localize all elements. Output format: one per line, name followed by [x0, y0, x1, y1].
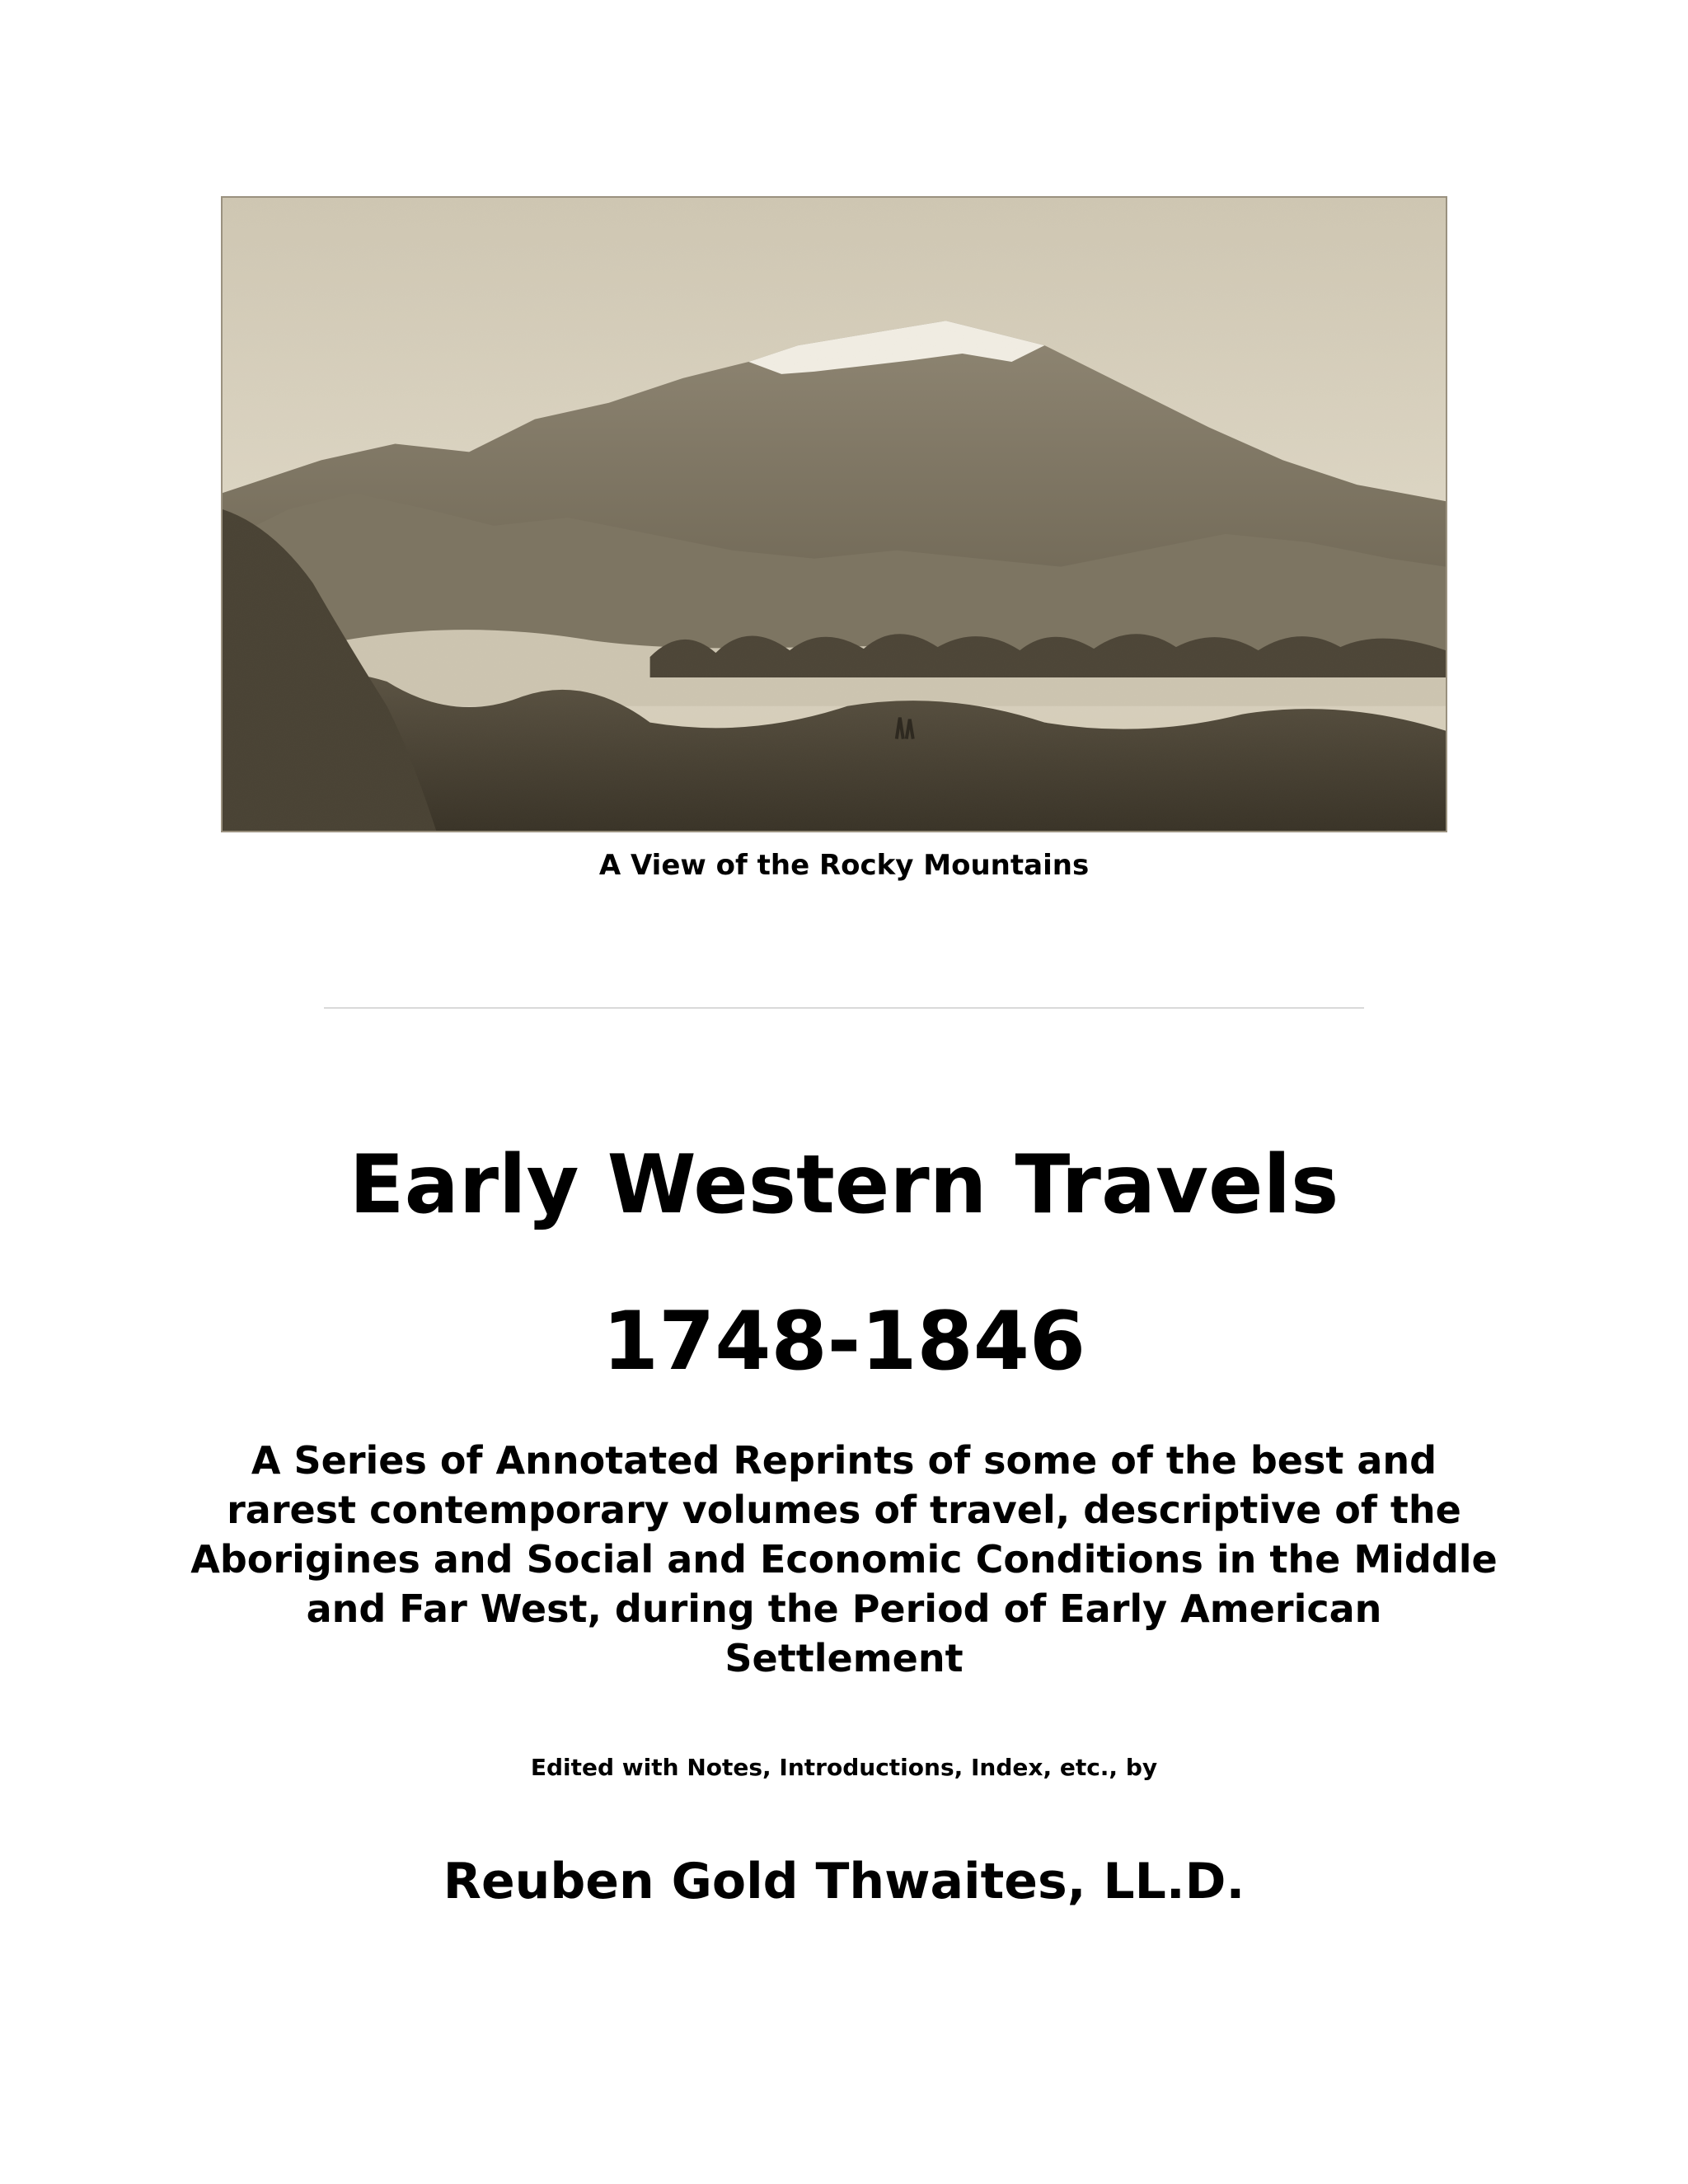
rocky-mountains-illustration: [221, 196, 1447, 832]
landscape-engraving: [223, 198, 1446, 831]
author-name: Reuben Gold Thwaites, LL.D.: [443, 1853, 1245, 1910]
book-title: Early Western Travels: [349, 1138, 1339, 1232]
section-divider: [324, 1007, 1364, 1009]
figure-caption: A View of the Rocky Mountains: [598, 849, 1090, 882]
date-range: 1748-1846: [602, 1295, 1086, 1389]
book-subtitle: A Series of Annotated Reprints of some of the best and rarest contemporary volumes of travel, descriptive of the Aborigines and Social and Economic Conditions in the Middle and Far West, during the Period of Early American Settlement: [190, 1438, 1498, 1680]
editor-credit-line: Edited with Notes, Introductions, Index, etc., by: [530, 1754, 1158, 1781]
